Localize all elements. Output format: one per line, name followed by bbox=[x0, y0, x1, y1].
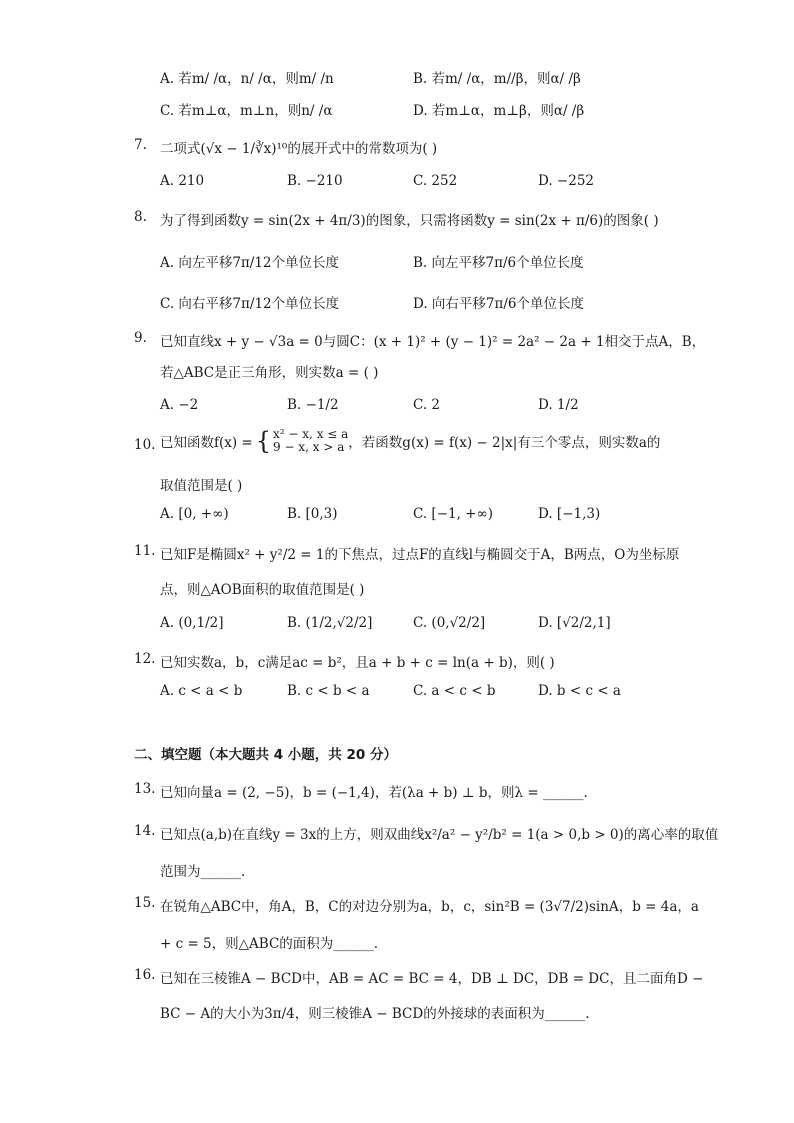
q11-number: 11. bbox=[134, 543, 156, 559]
section-heading-fill-in: 二、填空题（本大题共 4 小题，共 20 分） bbox=[134, 747, 397, 763]
q7-option-c: C. 252 bbox=[413, 173, 458, 189]
q9-number: 9. bbox=[134, 330, 147, 346]
q11-option-c: C. (0,√2/2] bbox=[413, 615, 486, 631]
q11-stem-line2: 点，则△AOB面积的取值范围是( ) bbox=[160, 582, 365, 598]
q15-number: 15. bbox=[134, 895, 156, 911]
q15-stem-line1: 在锐角△ABC中，角A，B，C的对边分别为a，b，c，sin²B = (3√7/2)sinA，b = 4a，a bbox=[160, 899, 699, 915]
q12-stem: 已知实数a，b，c满足ac = b²，且a + b + c = ln(a + b)，则( ) bbox=[160, 655, 555, 671]
q14-stem-line1: 已知点(a,b)在直线y = 3x的上方，则双曲线x²/a² − y²/b² = 1(a > 0,b > 0)的离心率的取值 bbox=[160, 827, 719, 843]
piecewise-case-2: 9 − x, x > a bbox=[273, 440, 345, 454]
q16-stem-line1: 已知在三棱锥A − BCD中，AB = AC = BC = 4，DB ⊥ DC，DB = DC，且二面角D − bbox=[160, 971, 704, 987]
q10-option-c: C. [−1, +∞) bbox=[413, 506, 494, 522]
q14-stem-line2: 范围为______. bbox=[160, 864, 246, 880]
q12-number: 12. bbox=[134, 651, 156, 667]
q8-number: 8. bbox=[134, 209, 147, 225]
q6-option-a: A. 若m/ /α，n/ /α，则m/ /n bbox=[160, 71, 334, 87]
q9-option-a: A. −2 bbox=[160, 397, 199, 413]
q9-stem-line2: 若△ABC是正三角形，则实数a = ( ) bbox=[160, 365, 379, 381]
q9-stem-line1: 已知直线x + y − √3a = 0与圆C：(x + 1)² + (y − 1)² = 2a² − 2a + 1相交于点A，B， bbox=[160, 334, 706, 350]
q10-stem-suffix: ，若函数g(x) = f(x) − 2|x|有三个零点，则实数a的 bbox=[348, 435, 661, 451]
q8-option-d: D. 向右平移7π/6个单位长度 bbox=[413, 296, 585, 312]
q12-option-b: B. c < b < a bbox=[287, 683, 370, 699]
q14-number: 14. bbox=[134, 823, 156, 839]
q11-stem-line1: 已知F是椭圆x² + y²/2 = 1的下焦点，过点F的直线l与椭圆交于A，B两点，O为坐标原 bbox=[160, 547, 680, 563]
piecewise-case-1: x² − x, x ≤ a bbox=[273, 427, 349, 441]
q6-option-c: C. 若m⊥α，m⊥n，则n/ /α bbox=[160, 103, 333, 119]
q7-option-b: B. −210 bbox=[287, 173, 343, 189]
q8-option-a: A. 向左平移7π/12个单位长度 bbox=[160, 255, 340, 271]
q10-stem-prefix: 已知函数f(x) = bbox=[160, 435, 253, 451]
q13-number: 13. bbox=[134, 781, 156, 797]
q6-option-d: D. 若m⊥α，m⊥β，则α/ /β bbox=[413, 103, 585, 119]
q7-number: 7. bbox=[134, 137, 147, 153]
q12-option-d: D. b < c < a bbox=[538, 683, 621, 699]
q8-stem: 为了得到函数y = sin(2x + 4π/3)的图象，只需将函数y = sin(2x + π/6)的图象( ) bbox=[160, 213, 659, 229]
q7-stem: 二项式(√x − 1/∛x)¹⁰的展开式中的常数项为( ) bbox=[160, 141, 438, 157]
q9-option-d: D. 1/2 bbox=[538, 397, 579, 413]
q16-stem-line2: BC − A的大小为3π/4，则三棱锥A − BCD的外接球的表面积为______. bbox=[160, 1006, 590, 1022]
q10-option-a: A. [0, +∞) bbox=[160, 506, 229, 522]
piecewise-cases bbox=[273, 428, 348, 454]
q7-option-d: D. −252 bbox=[538, 173, 595, 189]
q9-option-c: C. 2 bbox=[413, 397, 441, 413]
q10-option-d: D. [−1,3) bbox=[538, 506, 601, 522]
q12-option-a: A. c < a < b bbox=[160, 683, 243, 699]
piecewise-brace: { bbox=[255, 427, 272, 455]
q7-option-a: A. 210 bbox=[160, 173, 205, 189]
q10-stem-line2: 取值范围是( ) bbox=[160, 478, 243, 494]
q10-number: 10. bbox=[134, 437, 156, 453]
q16-number: 16. bbox=[134, 967, 156, 983]
q8-option-b: B. 向左平移7π/6个单位长度 bbox=[413, 255, 584, 271]
q12-option-c: C. a < c < b bbox=[413, 683, 496, 699]
q10-stem-line1 bbox=[160, 428, 660, 454]
q13-stem: 已知向量a = (2, −5)，b = (−1,4)，若(λa + b) ⊥ b，则λ = ______. bbox=[160, 785, 588, 801]
q8-option-c: C. 向右平移7π/12个单位长度 bbox=[160, 296, 340, 312]
q11-option-a: A. (0,1/2] bbox=[160, 615, 224, 631]
q6-option-b: B. 若m/ /α，m//β，则α/ /β bbox=[413, 71, 581, 87]
q10-option-b: B. [0,3) bbox=[287, 506, 338, 522]
q15-stem-line2: + c = 5，则△ABC的面积为______. bbox=[160, 936, 379, 952]
q11-option-b: B. (1/2,√2/2] bbox=[287, 615, 373, 631]
q9-option-b: B. −1/2 bbox=[287, 397, 339, 413]
q11-option-d: D. [√2/2,1] bbox=[538, 615, 611, 631]
